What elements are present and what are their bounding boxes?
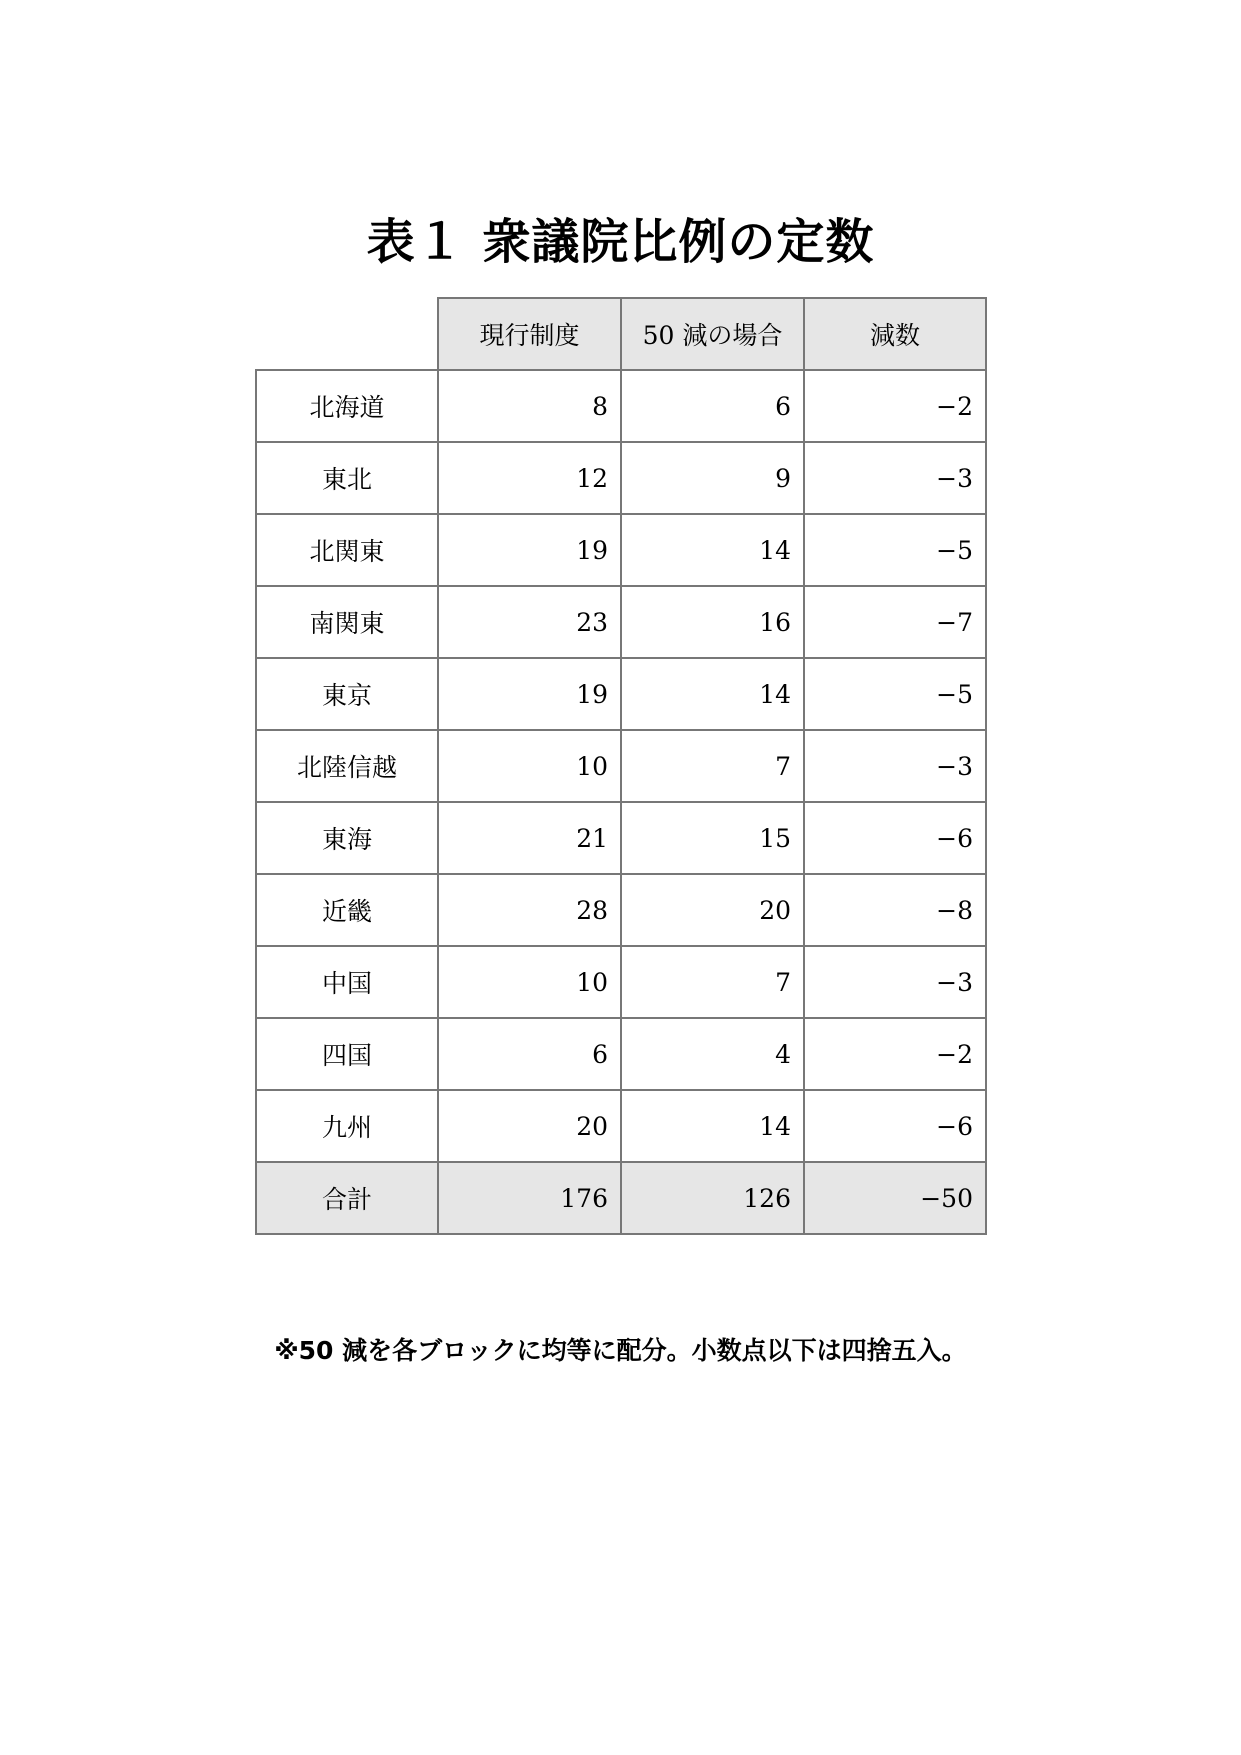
- total-diff: −50: [804, 1162, 986, 1234]
- region-cell: 東海: [256, 802, 438, 874]
- table-row: [256, 1090, 986, 1162]
- reduced-cell: 14: [621, 1090, 804, 1162]
- region-cell: 南関東: [256, 586, 438, 658]
- diff-cell: −2: [804, 1018, 986, 1090]
- table-row: [256, 802, 986, 874]
- diff-cell: −8: [804, 874, 986, 946]
- current-cell: 19: [438, 658, 621, 730]
- total-label: 合計: [256, 1162, 438, 1234]
- current-cell: 28: [438, 874, 621, 946]
- total-current: 176: [438, 1162, 621, 1234]
- current-cell: 10: [438, 946, 621, 1018]
- diff-cell: −5: [804, 514, 986, 586]
- footnote: ※50 減を各ブロックに均等に配分。小数点以下は四捨五入。: [274, 1336, 967, 1365]
- reduced-cell: 14: [621, 658, 804, 730]
- region-cell: 近畿: [256, 874, 438, 946]
- current-cell: 20: [438, 1090, 621, 1162]
- diff-cell: −6: [804, 1090, 986, 1162]
- reduced-cell: 7: [621, 730, 804, 802]
- table-row: [256, 514, 986, 586]
- table-row: [256, 442, 986, 514]
- table-row: [256, 946, 986, 1018]
- region-cell: 東京: [256, 658, 438, 730]
- diff-cell: −5: [804, 658, 986, 730]
- table-title: 表１ 衆議院比例の定数: [366, 214, 875, 270]
- reduced-cell: 15: [621, 802, 804, 874]
- current-cell: 21: [438, 802, 621, 874]
- table-row: [256, 586, 986, 658]
- table-row: [256, 730, 986, 802]
- reduced-cell: 20: [621, 874, 804, 946]
- region-cell: 北陸信越: [256, 730, 438, 802]
- table-row: [256, 1018, 986, 1090]
- reduced-cell: 6: [621, 370, 804, 442]
- region-cell: 北海道: [256, 370, 438, 442]
- seat-table: [255, 297, 987, 1235]
- region-cell: 中国: [256, 946, 438, 1018]
- current-cell: 6: [438, 1018, 621, 1090]
- header-row: [256, 298, 986, 370]
- total-reduced: 126: [621, 1162, 804, 1234]
- region-cell: 東北: [256, 442, 438, 514]
- header-current: 現行制度: [438, 298, 621, 370]
- reduced-cell: 14: [621, 514, 804, 586]
- diff-cell: −3: [804, 730, 986, 802]
- total-row: [256, 1162, 986, 1234]
- table-row: [256, 658, 986, 730]
- current-cell: 8: [438, 370, 621, 442]
- diff-cell: −3: [804, 442, 986, 514]
- reduced-cell: 16: [621, 586, 804, 658]
- header-diff: 減数: [804, 298, 986, 370]
- current-cell: 23: [438, 586, 621, 658]
- table-row: [256, 370, 986, 442]
- reduced-cell: 4: [621, 1018, 804, 1090]
- reduced-cell: 9: [621, 442, 804, 514]
- diff-cell: −7: [804, 586, 986, 658]
- reduced-cell: 7: [621, 946, 804, 1018]
- table-row: [256, 874, 986, 946]
- region-cell: 九州: [256, 1090, 438, 1162]
- diff-cell: −6: [804, 802, 986, 874]
- header-reduced: 50 減の場合: [621, 298, 804, 370]
- current-cell: 10: [438, 730, 621, 802]
- current-cell: 19: [438, 514, 621, 586]
- header-corner: [256, 298, 438, 370]
- region-cell: 四国: [256, 1018, 438, 1090]
- current-cell: 12: [438, 442, 621, 514]
- diff-cell: −2: [804, 370, 986, 442]
- diff-cell: −3: [804, 946, 986, 1018]
- region-cell: 北関東: [256, 514, 438, 586]
